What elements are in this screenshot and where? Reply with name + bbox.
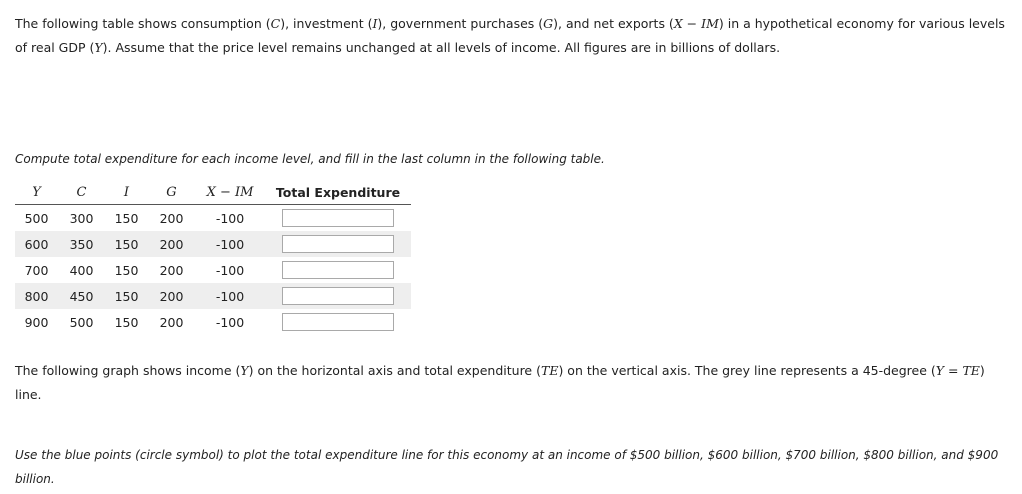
intro-paragraph	[15, 12, 1015, 60]
graph-desc-text: The following graph shows income (	[15, 363, 241, 378]
expenditure-table-container	[15, 180, 411, 335]
cell-i: 150	[105, 283, 148, 309]
cell-x-minus-im: -100	[195, 231, 265, 257]
cell-y: 700	[15, 257, 58, 283]
cell-i: 150	[105, 257, 148, 283]
cell-x-minus-im: -100	[195, 309, 265, 335]
header-i-label: I	[123, 185, 130, 200]
intro-text: ). Assume that the price level remains unchanged at all levels of income. All figures are in billions of dollars.	[102, 40, 781, 55]
cell-total-expenditure	[265, 231, 411, 257]
table-row	[15, 283, 411, 309]
header-g	[148, 180, 195, 205]
plot-instruction: Use the blue points (circle symbol) to plot the total expenditure line for this economy at an income of $500 billion, $600 billion, $700 billion, $800 billion, and $900 billion.	[15, 448, 999, 486]
table-instruction: Compute total expenditure for each income level, and fill in the last column in the following table.	[15, 152, 605, 166]
cell-c: 300	[58, 205, 105, 232]
cell-x-minus-im: -100	[195, 205, 265, 232]
cell-i: 150	[105, 309, 148, 335]
graph-desc-text: ) line.	[15, 363, 985, 402]
header-c-label: C	[76, 185, 87, 200]
cell-y: 900	[15, 309, 58, 335]
header-x-minus-im-label: X − IM	[206, 185, 254, 200]
math-y-equals-te: Y = TE	[935, 363, 980, 378]
cell-c: 450	[58, 283, 105, 309]
total-expenditure-input-600[interactable]	[282, 235, 394, 253]
math-x-minus-im: X − IM	[673, 16, 719, 31]
total-expenditure-input-500[interactable]	[282, 209, 394, 227]
cell-total-expenditure	[265, 257, 411, 283]
table-row	[15, 257, 411, 283]
cell-c: 400	[58, 257, 105, 283]
intro-text: ), government purchases (	[377, 16, 544, 31]
cell-i: 150	[105, 231, 148, 257]
cell-c: 500	[58, 309, 105, 335]
table-row	[15, 205, 411, 232]
cell-y: 800	[15, 283, 58, 309]
cell-g: 200	[148, 257, 195, 283]
intro-text: ), and net exports (	[553, 16, 674, 31]
intro-text: The following table shows consumption (	[15, 16, 271, 31]
cell-g: 200	[148, 231, 195, 257]
cell-y: 600	[15, 231, 58, 257]
total-expenditure-input-800[interactable]	[282, 287, 394, 305]
math-c: C	[270, 16, 281, 31]
table-row	[15, 231, 411, 257]
cell-total-expenditure	[265, 205, 411, 232]
cell-x-minus-im: -100	[195, 257, 265, 283]
cell-total-expenditure	[265, 283, 411, 309]
total-expenditure-input-700[interactable]	[282, 261, 394, 279]
graph-description	[15, 359, 1015, 407]
math-te: TE	[540, 363, 559, 378]
math-y: Y	[240, 363, 249, 378]
intro-text: ) in a hypothetical economy for various levels of real GDP (	[15, 16, 1005, 55]
cell-g: 200	[148, 309, 195, 335]
header-x-minus-im	[195, 180, 265, 205]
header-c	[58, 180, 105, 205]
cell-i: 150	[105, 205, 148, 232]
cell-total-expenditure	[265, 309, 411, 335]
table-row	[15, 309, 411, 335]
header-g-label: G	[166, 185, 177, 200]
intro-text: ), investment (	[280, 16, 373, 31]
math-i: I	[372, 16, 378, 31]
header-i	[105, 180, 148, 205]
cell-g: 200	[148, 205, 195, 232]
cell-y: 500	[15, 205, 58, 232]
table-header-row	[15, 180, 411, 205]
header-total-expenditure: Total Expenditure	[265, 180, 411, 205]
cell-c: 350	[58, 231, 105, 257]
cell-x-minus-im: -100	[195, 283, 265, 309]
header-y	[15, 180, 58, 205]
expenditure-table	[15, 180, 411, 335]
cell-g: 200	[148, 283, 195, 309]
graph-desc-text: ) on the horizontal axis and total expenditure (	[248, 363, 541, 378]
header-y-label: Y	[32, 185, 41, 200]
math-y: Y	[94, 40, 103, 55]
total-expenditure-input-900[interactable]	[282, 313, 394, 331]
graph-desc-text: ) on the vertical axis. The grey line represents a 45-degree (	[558, 363, 936, 378]
math-g: G	[543, 16, 554, 31]
